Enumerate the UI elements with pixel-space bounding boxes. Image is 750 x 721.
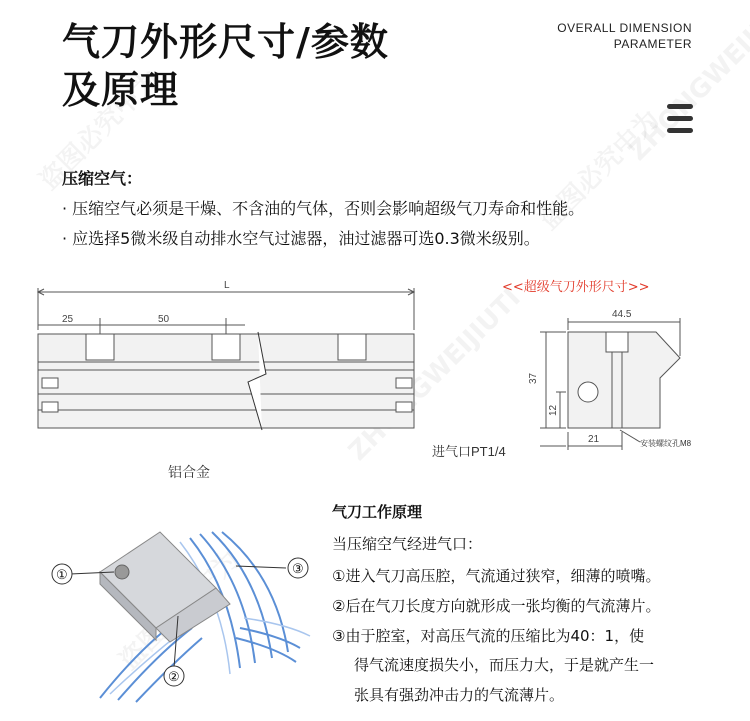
bullet-item: · 压缩空气必须是干燥、不含油的气体，否则会影响超级气刀寿命和性能。 — [62, 199, 585, 218]
menu-icon[interactable] — [667, 104, 693, 140]
dim-l-label: L — [224, 280, 230, 291]
mount-hole-label: 安装螺纹孔M8 — [640, 439, 692, 448]
principle-step-3: ③由于腔室，对高压气流的压缩比为40：1，使 — [332, 627, 645, 645]
dim-25-label: 25 — [62, 314, 74, 325]
dim-37-label: 37 — [528, 372, 539, 384]
compressed-air-heading: 压缩空气： — [62, 169, 143, 188]
page-title — [62, 18, 389, 114]
en-subtitle-line-2: PARAMETER — [613, 37, 692, 51]
title-line-2: 及原理 — [62, 68, 180, 112]
dimension-caption: <<超级气刀外形尺寸>> — [502, 280, 650, 295]
principle-step-3-cont: 张具有强劲冲击力的气流薄片。 — [354, 686, 565, 704]
material-label: 铝合金 — [168, 465, 210, 481]
dim-50-label: 50 — [158, 314, 170, 325]
principle-heading: 气刀工作原理 — [332, 503, 423, 521]
principle-step-1: ①进入气刀高压腔，气流通过狭窄，细薄的喷嘴。 — [332, 567, 661, 585]
dimension-drawing — [0, 270, 750, 470]
title-line-1: 气刀外形尺寸/参数 — [62, 20, 389, 64]
principle-intro: 当压缩空气经进气口： — [332, 535, 483, 553]
bullet-item: · 应选择5微米级自动排水空气过滤器，油过滤器可选0.3微米级别。 — [62, 229, 540, 248]
principle-step-2: ②后在气刀长度方向就形成一张均衡的气流薄片。 — [332, 597, 661, 615]
dim-12-label: 12 — [548, 404, 559, 416]
dim-44-5-label: 44.5 — [612, 309, 632, 320]
diagram-label-3: ③ — [292, 561, 304, 576]
dim-21-label: 21 — [588, 434, 600, 445]
diagram-label-2: ② — [168, 669, 180, 684]
inlet-label: 进气口PT1/4 — [432, 444, 506, 459]
principle-step-3-cont: 得气流速度损失小，而压力大，于是就产生一 — [354, 656, 655, 674]
diagram-label-1: ① — [56, 567, 68, 582]
en-subtitle-line-1: OVERALL DIMENSION — [557, 21, 692, 35]
english-subtitle — [557, 20, 692, 52]
air-knife-diagram — [40, 518, 330, 718]
